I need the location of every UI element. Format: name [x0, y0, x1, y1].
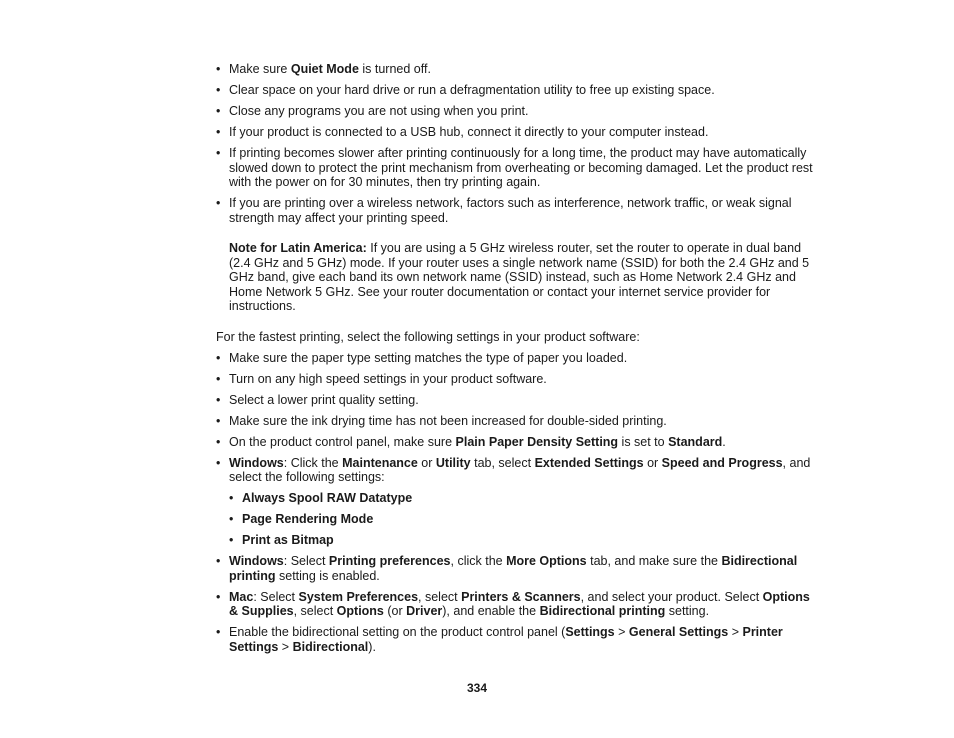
- list-item: [216, 590, 822, 619]
- bold-text: Printing preferences: [328, 554, 451, 568]
- bold-text: Utility: [435, 455, 471, 470]
- sublist-item: [229, 533, 822, 548]
- text-run: , and select the following settings:: [229, 455, 811, 484]
- list-item: [216, 196, 822, 225]
- text-run: If you are printing over a wireless network, factors such as interference, network traffic, or weak signal strength may affect your printing speed.: [229, 196, 792, 225]
- text-run: If you are using a 5 GHz wireless router, set the router to operate in dual band (2.4 GHz and 5 GHz) mode. If your router uses a single network name (SSID) for both the 2.4 GHz and 5 GHz band, give each band its own network name (SSID) instead, such as Home Network 2.4 GHz and Home Network 5 GHz. See your router documentation or contact your internet service provider for instructions.: [229, 241, 810, 313]
- list-item: [216, 554, 822, 583]
- list-item: [216, 83, 822, 98]
- bold-text: Maintenance: [342, 455, 418, 470]
- text-run: >: [614, 625, 629, 639]
- text-run: Close any programs you are not using when you print.: [229, 104, 529, 118]
- bold-text: Bidirectional printing: [539, 604, 666, 618]
- bold-text: Plain Paper Density Setting: [455, 434, 619, 449]
- list-item: [216, 146, 822, 190]
- text-run: Select a lower print quality setting.: [229, 392, 419, 407]
- settings-intro: For the fastest printing, select the following settings in your product software:: [216, 329, 640, 344]
- text-run: Make sure the paper type setting matches the type of paper you loaded.: [229, 350, 628, 365]
- text-run: setting.: [665, 604, 710, 618]
- text-run: Make sure the ink drying time has not been increased for double-sided printing.: [229, 413, 667, 428]
- text-run: , select: [418, 589, 462, 604]
- text-run: tab, and make sure the: [586, 554, 722, 568]
- settings-list: [216, 351, 822, 655]
- setting-name: Always Spool RAW Datatype: [242, 491, 413, 505]
- page-content: [216, 62, 822, 661]
- text-run: : Select: [283, 554, 329, 568]
- text-run: is set to: [618, 434, 669, 449]
- page-number: 334: [466, 681, 488, 695]
- bold-text: Bidirectional printing: [229, 554, 798, 583]
- bold-text: Mac: [229, 589, 254, 604]
- text-run: Turn on any high speed settings in your product software.: [229, 371, 547, 386]
- bold-text: Windows: [229, 554, 284, 568]
- list-item: [216, 414, 822, 429]
- text-run: If printing becomes slower after printing continuously for a long time, the product may have automatically slowed down to protect the print mechanism from overheating or becoming damaged. Let the product rest with the power on for 30 minutes, then try printing again.: [229, 146, 813, 189]
- text-run: tab, select: [470, 455, 535, 470]
- list-item: [216, 456, 822, 548]
- text-run: On the product control panel, make sure: [229, 434, 456, 449]
- bold-text: Speed and Progress: [661, 455, 783, 470]
- text-run: ).: [368, 639, 376, 654]
- text-run: or: [417, 455, 436, 470]
- text-run: : Select: [253, 589, 299, 604]
- text-run: ), and enable the: [442, 604, 540, 618]
- setting-name: Page Rendering Mode: [242, 512, 374, 526]
- list-item: [216, 372, 822, 387]
- bold-text: Options: [336, 604, 384, 618]
- bold-text: Standard: [668, 434, 723, 449]
- sublist-item: [229, 491, 822, 506]
- troubleshooting-list: [216, 62, 822, 225]
- bold-text: Driver: [406, 604, 443, 618]
- list-item: [216, 351, 822, 366]
- bold-text: More Options: [506, 554, 587, 568]
- bold-text: General Settings: [628, 625, 729, 639]
- text-run: , select: [293, 604, 337, 618]
- text-run: : Click the: [283, 455, 343, 470]
- text-run: or: [643, 455, 662, 470]
- text-run: If your product is connected to a USB hub, connect it directly to your computer instead.: [229, 125, 709, 139]
- text-run: Clear space on your hard drive or run a defragmentation utility to free up existing space.: [229, 83, 715, 97]
- bold-text: Quiet Mode: [290, 62, 359, 76]
- setting-name: Print as Bitmap: [242, 533, 334, 547]
- bold-text: System Preferences: [298, 589, 419, 604]
- text-run: setting is enabled.: [275, 568, 380, 583]
- list-item: [216, 104, 822, 119]
- bold-text: Windows: [229, 455, 284, 470]
- latin-america-note: [216, 241, 822, 314]
- text-run: .: [722, 434, 726, 449]
- text-run: Enable the bidirectional setting on the product control panel (: [229, 625, 566, 639]
- bold-text: Extended Settings: [534, 455, 644, 470]
- list-item: [216, 393, 822, 408]
- list-item: [216, 435, 822, 450]
- bold-text: Note for Latin America:: [229, 241, 367, 255]
- list-item: [216, 125, 822, 140]
- text-run: >: [728, 625, 743, 639]
- text-run: is turned off.: [358, 62, 431, 76]
- text-run: (or: [383, 604, 407, 618]
- text-run: , and select your product. Select: [580, 589, 763, 604]
- list-item: [216, 62, 822, 77]
- text-run: Make sure: [229, 62, 291, 76]
- bold-text: Settings: [565, 625, 615, 639]
- text-run: >: [278, 639, 293, 654]
- windows-settings-sublist: [229, 491, 822, 548]
- bold-text: Bidirectional: [292, 639, 369, 654]
- sublist-item: [229, 512, 822, 527]
- bold-text: Printer Settings: [229, 625, 783, 654]
- bold-text: Options & Supplies: [229, 589, 810, 618]
- text-run: , click the: [450, 554, 507, 568]
- bold-text: Printers & Scanners: [461, 589, 581, 604]
- list-item: [216, 625, 822, 654]
